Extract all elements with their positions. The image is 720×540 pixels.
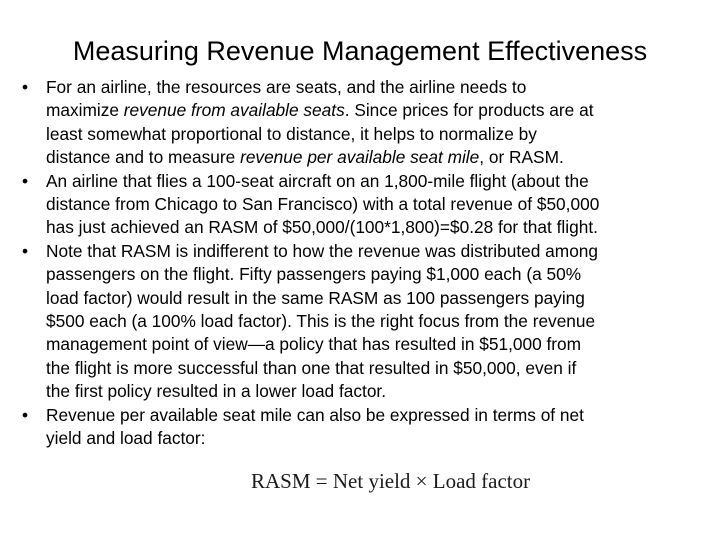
bullet-item (22, 170, 694, 240)
bullet-item (22, 404, 694, 451)
bullet-marker: • (22, 77, 29, 97)
bullet-marker: • (22, 404, 29, 425)
bullet-line: maximize revenue from available seats. Since prices for products are at (46, 100, 594, 121)
bullet-line: management point of view—a policy that has resulted in $51,000 from (46, 334, 582, 355)
slide-title: Measuring Revenue Management Effectiveness (72, 36, 648, 66)
bullet-marker: • (22, 170, 29, 191)
bullet-item (22, 76, 694, 170)
bullet-item (22, 240, 694, 404)
bullet-line: Note that RASM is indifferent to how the revenue was distributed among (46, 240, 599, 261)
bullet-line: distance from Chicago to San Francisco) with a total revenue of $50,000 (46, 194, 600, 215)
bullet-line: the flight is more successful than one that resulted in $50,000, even if (46, 357, 577, 378)
bullet-line: least somewhat proportional to distance, it helps to normalize by (46, 123, 537, 144)
bullet-line: For an airline, the resources are seats, and the airline needs to (46, 77, 527, 97)
emphasis-text: revenue from available seats (123, 100, 345, 121)
bullet-marker: • (22, 240, 29, 261)
bullet-line: yield and load factor: (46, 428, 206, 449)
rasm-formula: RASM = Net yield × Load factor (251, 469, 531, 493)
bullet-list (22, 76, 694, 451)
bullet-line: $500 each (a 100% load factor). This is the right focus from the revenue (46, 311, 596, 332)
bullet-line: passengers on the flight. Fifty passengers paying $1,000 each (a 50% (46, 264, 582, 285)
bullet-line: the first policy resulted in a lower load factor. (46, 381, 387, 402)
bullet-line: An airline that flies a 100-seat aircraft on an 1,800-mile flight (about the (46, 170, 589, 191)
bullet-line: load factor) would result in the same RASM as 100 passengers paying (46, 287, 585, 308)
bullet-line: distance and to measure revenue per available seat mile, or RASM. (46, 147, 564, 168)
bullet-line: Revenue per available seat mile can also be expressed in terms of net (46, 404, 584, 425)
emphasis-text: revenue per available seat mile (240, 147, 480, 168)
bullet-line: has just achieved an RASM of $50,000/(100*1,800)=$0.28 for that flight. (46, 217, 598, 238)
